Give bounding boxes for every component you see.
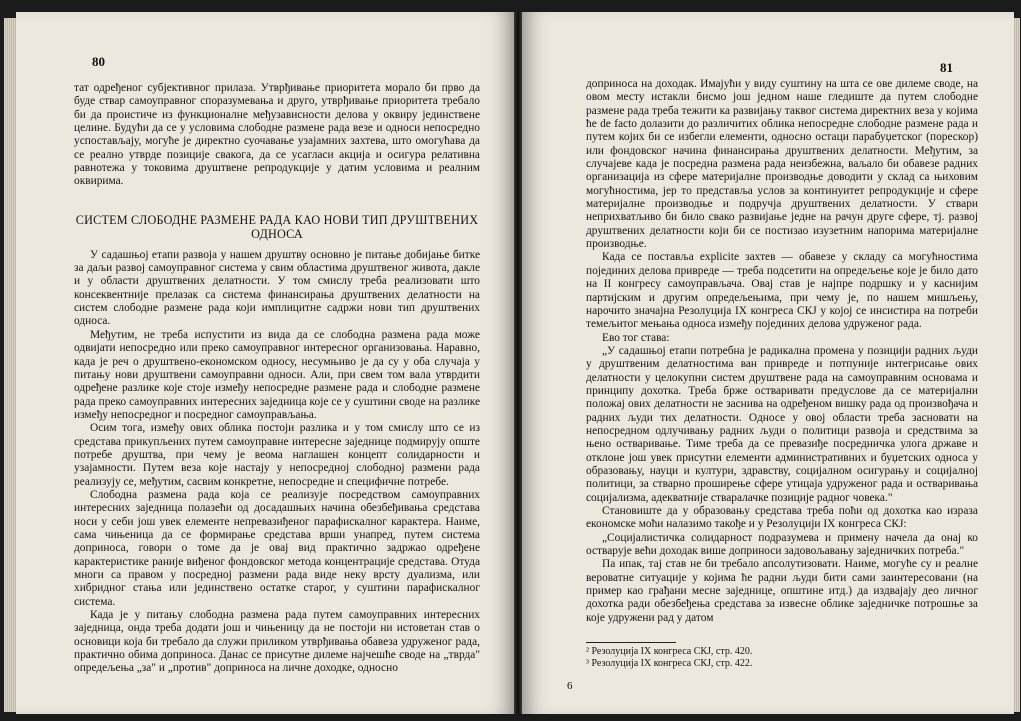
left-page-number: 80: [92, 54, 105, 69]
paragraph: тат одређеног субјективног прилаза. Утврђивање приоритета морало би прво да буде ствар самоуправног споразумевања и друго, утврђивање приоритета требало би да проистиче из функционалне међузависности делова у оквиру јединствене целине. Будући да се у условима слободне размене рада везе и односи непосредно успостављају, могуће је директно суочавање узајамних захтева, што омогућава да се реално утврде позиције свакога, да се усагласи акција и осигура релативна равнотежа у токовима друштвене репродукције у датим условима и реалним оквирима.: [74, 82, 480, 188]
paragraph: Па ипак, тај став не би требало апсолутизовати. Наиме, могуће су и реалне вероватне ситуације у којима ће радни људи бити сами заинтересовани (на пример као грађани месне заједнице, општине итд.) да издвајају део личног дохотка ради обезбеђења средстава за извесне облике заједничке потрошње за које удружени рад у датом: [586, 558, 978, 624]
page-stack-right: [1014, 18, 1020, 712]
paragraph: Становиште да у образовању средстава треба поћи од дохотка као израза економске моћи налазимо такође и у Резолуцији IX конгреса СКЈ:: [586, 505, 978, 531]
paragraph: Ево тог става:: [602, 331, 670, 344]
right-page: [522, 12, 1014, 714]
paragraph: Када се постављa explicite захтев — обавезе у складу са могућностима појединих делова привреде — треба подсетити на опредељење које је било дато на II конгресу самоуправљача. Овај став је најпре подршку и у каснијим партијским и другим опредељењима, при чему је, по нашем мишљењу, нарочито значајна Резолуција IX конгреса СКЈ у којој се инсистира на потреби темељитог мењања односа између појединих делова удруженог рада.: [586, 251, 978, 331]
paragraph: Осим тога, између ових облика постоји разлика и у том смислу што се из средстава прикупљених путем самоуправне интересне заједнице подмирују опште потребе друштва, при чему је веома наглашен концепт солидарности и узајамности. Путем веза које настају у непосредној слободној размени рада реализују се, међутим, сасвим конкретне, непосредне и специфичне потребе.: [74, 422, 480, 488]
left-page: [16, 12, 514, 714]
paragraph: Када је у питању слободна размена рада путем самоуправних интересних заједница, онда треба додати још и чињеницу да не постоји ни истоветан став о основици која би требало да служи приликом утврђивања обавеза удруженог рада, практично обима доприноса. Данас се присутне дилеме најчешће своде на „тврда" опредељења „за" и „против" доприноса на личне доходке, односно: [74, 609, 480, 675]
section-heading: СИСТЕМ СЛОБОДНЕ РАЗМЕНЕ РАДА КАО НОВИ ТИП ДРУШТВЕНИХ ОДНОСА: [75, 212, 479, 241]
page-stack-left: [4, 18, 16, 712]
paragraph: доприноса на доходак. Имајући у виду суштину на шта се ове дилеме своде, на овом месту истакли бисмо још једном наше гледиште да путем слободне размене рада треба тежити ка развијању таквог система директних веза у којима ће de facto долазити до различитих облика непосредне слободне размене рада и путем којих би се избегли елементи, односно остаци парабуџетског (порескор) или фондовског начина финансирања друштвених делатности. Међутим, за случајеве када је посредна размена рада неизбежна, ваљало би обавезе радних организација из сфере материјалне производње доводити у склад са њиховим могућностима, јер то представља услов за континуитет репродукције и сфере материјалне производње и подручја друштвених делатности. У ствари неприхватљиво би било свако развијање једне на рачун друге сфере, тј. развој друштвених делатности који би се постизао изузетним напорима материјалне производње.: [586, 78, 978, 251]
footnote: ³ Резолуција IX конгреса СКЈ, стр. 422.: [586, 658, 753, 669]
book-gutter: [514, 12, 522, 714]
footnotes: [586, 646, 978, 670]
footnote: ² Резолуција IX конгреса СКЈ, стр. 420.: [586, 646, 753, 657]
left-page-body: [74, 82, 480, 676]
paragraph: У садашњој етапи развоја у нашем друштву основно је питање добијање битке за даљи развој самоуправног система у свим областима друштвеног живота, дакле и у области друштвених делатности. У том смислу треба реализовати што консеквентније прелазак са система финансирања друштвених делатности на систем слободне размене рада који имплицитне садржи нови тип друштвених односа.: [74, 248, 480, 328]
right-page-body: [586, 78, 978, 625]
footnote-rule: [586, 642, 676, 643]
right-page-number: 81: [940, 60, 953, 75]
paragraph: Међутим, не треба испустити из вида да се слободна размена рада може одвијати непосредно или преко самоуправног интересног организовања. Наравно, када је реч о друштвено-економском односу, несумњиво је да су у оба случаја у питању нови друштвени самоуправни односи. Али, при свем том вала утврдити одређене разлике које стоје између непосредне размене рада и слободне размене рада преко самоуправних интересних заједница које се у суштини своде на разлике између непосредног и посредног самоуправљања.: [74, 328, 480, 421]
paragraph: Слободна размена рада која се реализује посредством самоуправних интересних заједница полазећи од досадашњих начина обезбеђивања средстава носи у себи још увек елементе непревазиђеног парафискалног карактера. Наиме, сама чињеница да се формирање средстава врши унапред, путем система доприноса, говори о томе да је овај вид практично задржао одређене карактеристике раније виђеног фондовског метода концентрације средстава. Отуда многи са правом у посредној размени рада виде неку врсту дуализма, или хибридног стања или јединствено остатке старог, у суштини парафискалног система.: [74, 488, 480, 608]
signature-mark: 6: [567, 680, 573, 692]
quotation: „У садашњој етапи потребна је радикална промена у позицији радних људи у друштвеним делатностима ван привреде и потпуније интегрисање ових делатности у целокупни систем друштвене рада на самоуправним основама и принципу дохотка. Треба брже остваривати предуслове да се материјални положај ових делатности не заснива на одређеном вишку рада од произвођача и радних људи тих делатности. Односе у овој области треба засновати на непосредном одлучивању радних људи о политици развоја и средствима за њено остваривање. Тиме треба да се превазиђе посредничка улога државе и отклоне још увек присутни елементи административних и буџетских односа у образовању, науци и култури, здравству, социјалном осигурању и социјалној политици, за стварно проширење сфере утицаја удруженог рада и остваривања социјализма, адекватније стваралачке позиције радног човека.": [586, 344, 978, 504]
quotation: „Социјалистичка солидарност подразумева и примену начела да онај ко остварује већи доходак више доприноси задовољавању заједничких потреба.": [586, 531, 978, 558]
